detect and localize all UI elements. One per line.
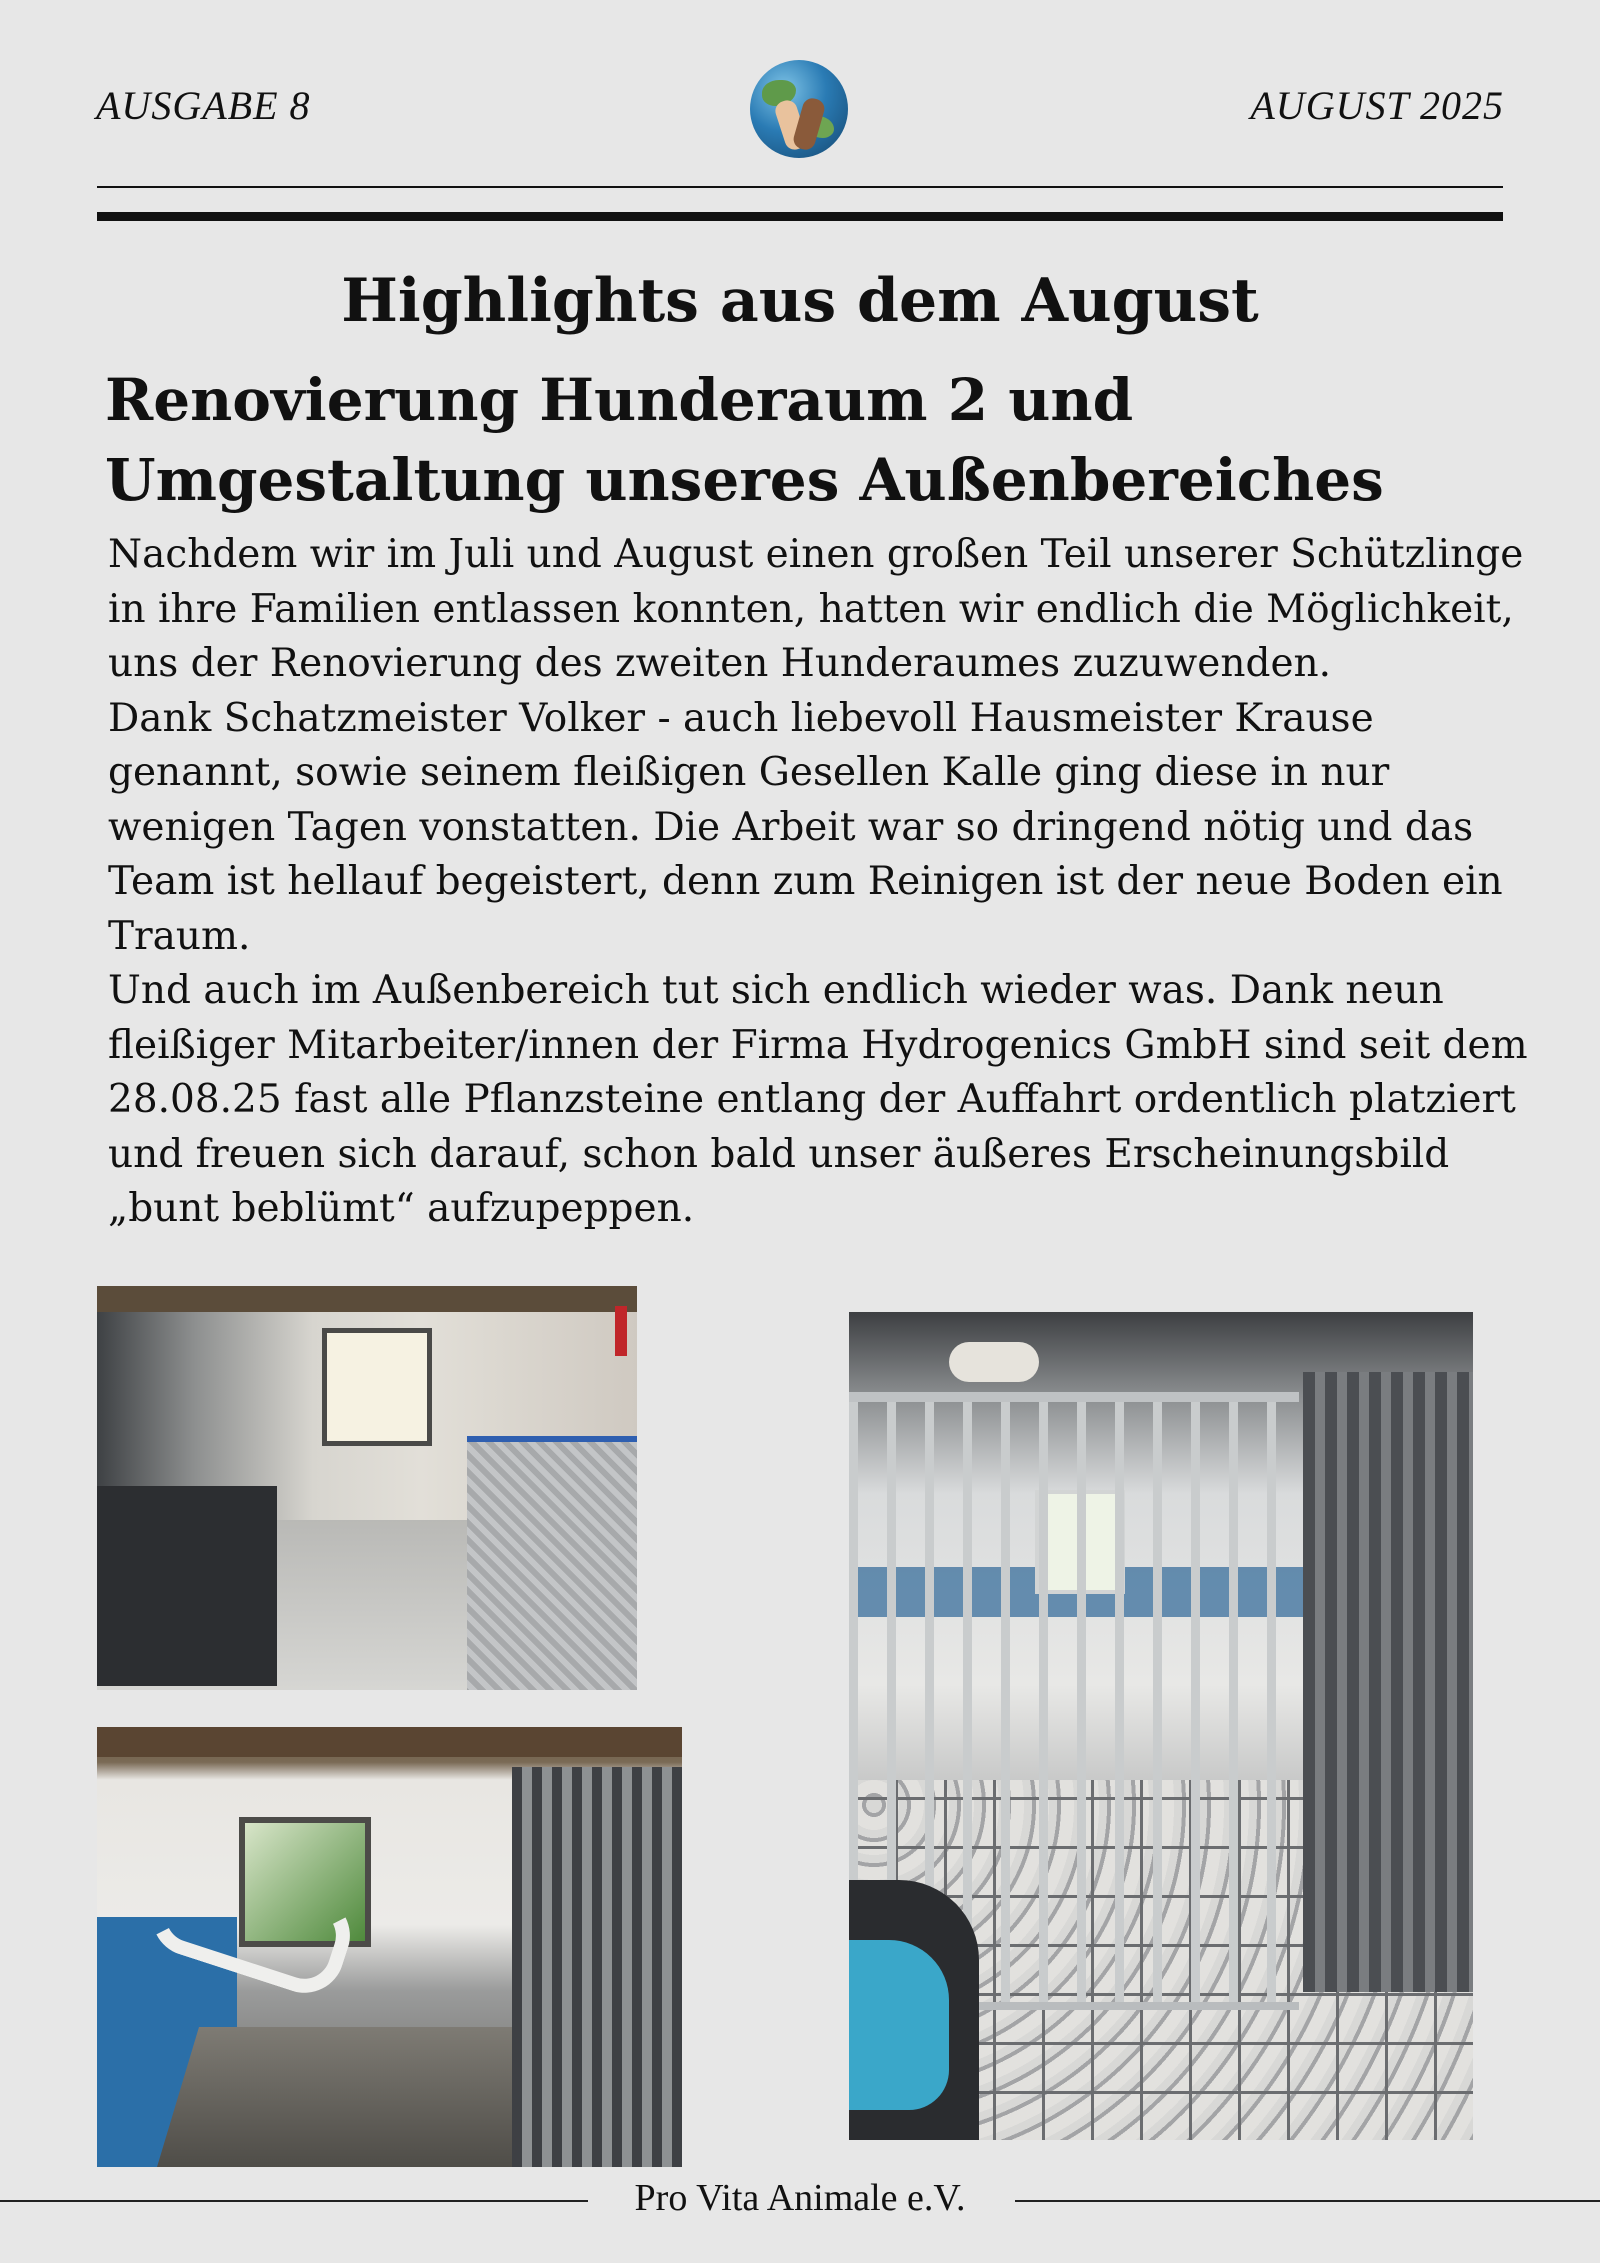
footer-divider-right bbox=[1015, 2200, 1600, 2202]
section-title: Highlights aus dem August bbox=[341, 266, 1259, 336]
photo-room-renovation bbox=[97, 1727, 682, 2167]
globe-hands-icon bbox=[750, 60, 848, 158]
article-title-line2: Umgestaltung unseres Außenbereiches bbox=[105, 446, 1384, 514]
header-divider-thin bbox=[97, 186, 1503, 188]
article-title-line1: Renovierung Hunderaum 2 und bbox=[105, 366, 1134, 434]
paragraph: Und auch im Außenbereich tut sich endlich wieder was. Dank neun fleißiger Mitarbeiter/innen der Firma Hydrogenics GmbH sind seit dem 28.08.25 fast alle Pflanzsteine entlang der Auffahrt ordentlich platziert und freuen sich darauf, schon bald unser äußeres Erscheinungsbild „bunt beblümt“ aufzupeppen. bbox=[108, 968, 1528, 1231]
photo-room-before bbox=[97, 1286, 637, 1690]
issue-date: AUGUST 2025 bbox=[1250, 83, 1504, 128]
footer-organization: Pro Vita Animale e.V. bbox=[634, 2177, 966, 2219]
paragraph: Nachdem wir im Juli und August einen großen Teil unserer Schützlinge in ihre Familien entlassen konnten, hatten wir endlich die Möglichkeit, uns der Renovierung des zweiten Hunderaumes zuzuwenden. bbox=[108, 532, 1524, 686]
photo-kennel-new-floor bbox=[849, 1312, 1473, 2140]
paragraph: Dank Schatzmeister Volker - auch liebevoll Hausmeister Krause genannt, sowie seinem fleißigen Gesellen Kalle ging diese in nur wenigen Tagen vonstatten. Die Arbeit war so dringend nötig und das Team ist hellauf begeistert, denn zum Reinigen ist der neue Boden ein Traum. bbox=[108, 695, 1503, 959]
issue-number: AUSGABE 8 bbox=[96, 83, 311, 128]
header-divider-thick bbox=[97, 212, 1503, 221]
article-body bbox=[108, 528, 1528, 1237]
article-title bbox=[105, 360, 1505, 520]
